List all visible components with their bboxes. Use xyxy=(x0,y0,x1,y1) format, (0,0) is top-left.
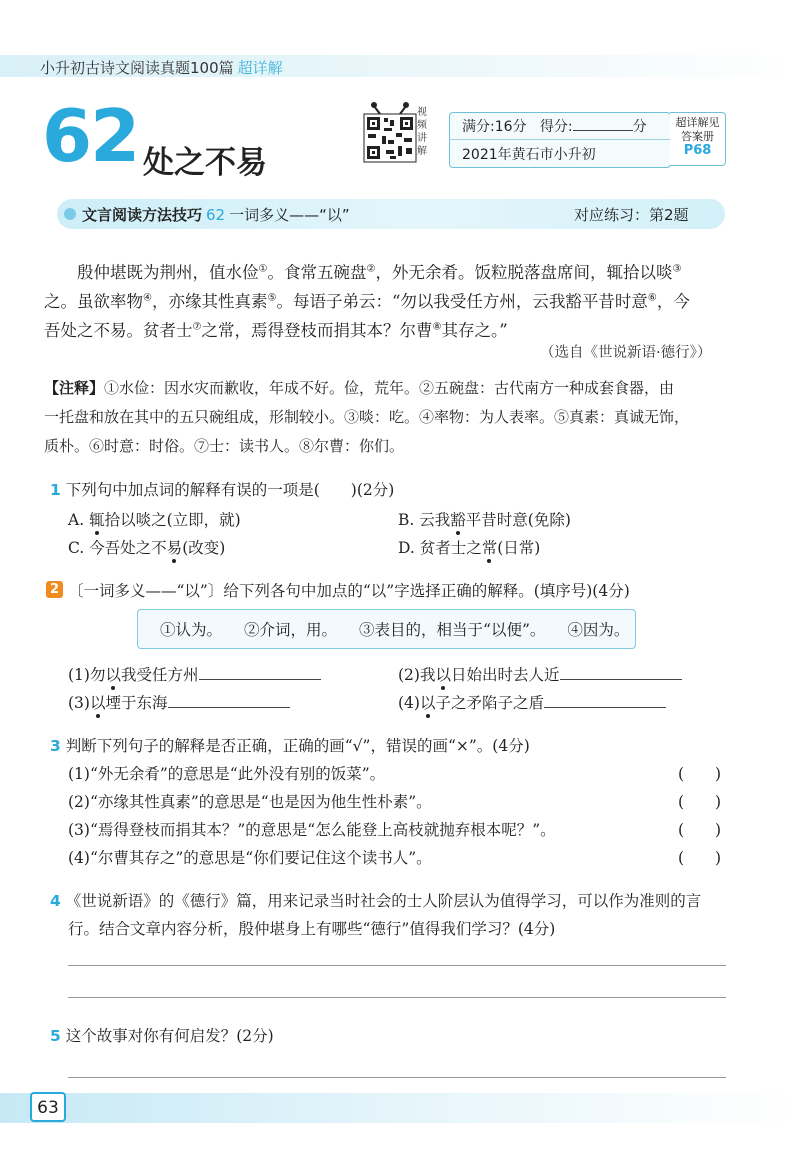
text: 堙于东海 xyxy=(105,694,168,712)
skill-title xyxy=(82,204,350,225)
question-1 xyxy=(50,478,394,500)
q3-item: (4)“尔曹其存之”的意思是“你们要记住这个读书人”。 xyxy=(68,849,432,867)
option: ③表目的，相当于“以便”。 xyxy=(359,621,546,639)
choice-a[interactable] xyxy=(68,508,241,530)
passage-line xyxy=(44,287,728,316)
full-score: 满分:16分 xyxy=(462,119,527,135)
dotted-word: 豁 xyxy=(450,511,466,529)
text: 其存之。” xyxy=(441,321,508,340)
question-number: 3 xyxy=(50,737,61,755)
dotted-word: 以 xyxy=(105,666,121,684)
question-number: 4 xyxy=(50,892,61,910)
footnote-mark: ④ xyxy=(143,292,152,304)
answer-blank[interactable] xyxy=(544,693,666,708)
text: ，亦缘其性真素 xyxy=(151,292,268,311)
text: 我受任方州 xyxy=(120,666,199,684)
text: 之常，焉得登枝而捐其本？尔曹 xyxy=(201,321,433,340)
text: 吾处之不易。贫者士 xyxy=(44,321,193,340)
text: 平昔时意(免除) xyxy=(465,511,571,529)
lesson-title: 处之不易 xyxy=(143,145,267,181)
text: (改变) xyxy=(182,539,226,557)
q2-item-4 xyxy=(398,691,666,713)
answer-blank[interactable] xyxy=(560,665,682,680)
text: A. xyxy=(68,511,90,529)
choice-b[interactable] xyxy=(398,508,571,530)
score-unit: 分 xyxy=(632,119,647,135)
text: (日常) xyxy=(497,539,541,557)
options-list xyxy=(160,618,651,640)
qr-label: 视频讲解 xyxy=(417,107,427,157)
dotted-word: 易 xyxy=(166,539,183,557)
footnote-mark: ① xyxy=(258,263,268,275)
text: ①水俭：因水灾而歉收，年成不好。俭，荒年。②五碗盘：古代南方一种成套食器，由 xyxy=(104,379,675,397)
answer-tag-line: 答案册 xyxy=(681,130,714,143)
question-5 xyxy=(50,1024,274,1046)
score-blank[interactable] xyxy=(573,118,633,131)
footer-band xyxy=(0,1093,800,1123)
question-4 xyxy=(50,889,701,911)
question-4-line2: 行。结合文章内容分析，殷仲堪身上有哪些“德行”值得我们学习？(4分) xyxy=(68,920,556,938)
skill-number: 62 xyxy=(206,206,226,224)
lesson-number: 62 xyxy=(42,94,139,178)
answer-blank[interactable] xyxy=(199,665,321,680)
score-label: 得分: xyxy=(539,119,573,135)
option: ①认为。 xyxy=(160,621,223,639)
dotted-word: 辄 xyxy=(89,511,105,529)
footnote-mark: ⑤ xyxy=(267,292,277,304)
notes-label: 【注释】 xyxy=(44,379,105,397)
dotted-word: 以 xyxy=(435,666,451,684)
q2-item-3 xyxy=(68,691,290,713)
practice-ref: 对应练习：第2题 xyxy=(574,206,689,224)
text: ，今 xyxy=(656,292,690,311)
skill-topic: 一词多义——“以” xyxy=(229,206,350,224)
answer-paren[interactable]: ( ) xyxy=(678,821,722,839)
q3-item: (3)“焉得登枝而捐其本？”的意思是“怎么能登上高枝就抛弃根本呢？”。 xyxy=(68,821,556,839)
passage-source: （选自《世说新语·德行》） xyxy=(540,345,712,361)
answer-line[interactable] xyxy=(68,965,726,966)
score-divider xyxy=(449,139,670,140)
text: (2)我 xyxy=(398,666,436,684)
choice-d[interactable] xyxy=(398,536,540,558)
footnote-mark: ⑧ xyxy=(432,321,442,333)
text: 之。虽欲率物 xyxy=(44,292,143,311)
text: 。食常五碗盘 xyxy=(267,263,367,282)
question-number-badge: 2 xyxy=(46,581,63,598)
text: 子之矛陷子之盾 xyxy=(435,694,544,712)
footnote-mark: ⑦ xyxy=(192,321,202,333)
qr-code-icon[interactable] xyxy=(360,100,420,164)
exam-source: 2021年黄石市小升初 xyxy=(462,147,596,163)
question-stem: 判断下列句子的解释是否正确，正确的画“√”，错误的画“×”。(4分) xyxy=(65,737,530,755)
text: (4) xyxy=(398,694,420,712)
text: 。每语子弟云：“勿以我受任方州，云我豁平昔时意 xyxy=(276,292,648,311)
score-row xyxy=(462,116,647,136)
text: 拾以啖之(立即，就) xyxy=(104,511,241,529)
dotted-word: 常 xyxy=(481,539,498,557)
answer-page: P68 xyxy=(683,143,712,158)
footnote-mark: ⑥ xyxy=(647,292,657,304)
answer-tag xyxy=(670,112,726,166)
bullet-icon xyxy=(64,208,76,220)
question-stem: 下列句中加点词的解释有误的一项是( )(2分) xyxy=(65,481,395,499)
option: ②介词，用。 xyxy=(244,621,338,639)
notes-line: 一托盘和放在其中的五只碗组成，形制较小。③啖：吃。④率物：为人表率。⑤真素：真诚无饰， xyxy=(44,408,690,426)
question-number: 1 xyxy=(50,481,61,499)
notes-line xyxy=(44,374,728,403)
text: 殷仲堪既为荆州，值水俭 xyxy=(77,263,259,282)
page-number: 63 xyxy=(30,1092,66,1122)
text: B. 云我 xyxy=(398,511,451,529)
text: (3) xyxy=(68,694,90,712)
answer-paren[interactable]: ( ) xyxy=(678,793,722,811)
answer-line[interactable] xyxy=(68,1077,726,1078)
option: ④因为。 xyxy=(567,621,630,639)
notes-line: 质朴。⑥时意：时俗。⑦士：读书人。⑧尔曹：你们。 xyxy=(44,437,405,455)
answer-paren[interactable]: ( ) xyxy=(678,849,722,867)
choice-c[interactable] xyxy=(68,536,225,558)
text: C. 今吾处之不 xyxy=(68,539,167,557)
text: 日始出时去人近 xyxy=(450,666,560,684)
dotted-word: 以 xyxy=(419,694,436,712)
skill-label: 文言阅读方法技巧 xyxy=(82,206,203,224)
q2-item-2 xyxy=(398,663,682,685)
question-stem: 这个故事对你有何启发？(2分) xyxy=(65,1027,274,1045)
question-stem: 《世说新语》的《德行》篇，用来记录当时社会的士人阶层认为值得学习，可以作为准则的言 xyxy=(65,892,702,910)
dotted-word: 以 xyxy=(89,694,106,712)
text: ，外无余肴。饭粒脱落盘席间，辄拾以啖 xyxy=(375,263,673,282)
text: (1)勿 xyxy=(68,666,106,684)
book-title xyxy=(40,57,283,78)
footnote-mark: ③ xyxy=(672,263,682,275)
q3-item: (1)“外无余肴”的意思是“此外没有别的饭菜”。 xyxy=(68,765,386,783)
answer-paren[interactable]: ( ) xyxy=(678,765,722,783)
q3-item: (2)“亦缘其性真素”的意思是“也是因为他生性朴素”。 xyxy=(68,793,432,811)
text: D. 贫者士之 xyxy=(398,539,482,557)
answer-tag-line: 超详解见 xyxy=(675,116,720,129)
answer-line[interactable] xyxy=(68,997,726,998)
question-2-stem: 〔一词多义——“以”〕给下列各句中加点的“以”字选择正确的解释。(填序号)(4分) xyxy=(68,582,630,600)
passage-line xyxy=(44,258,728,287)
book-title-text: 小升初古诗文阅读真题100篇 xyxy=(40,59,234,77)
answer-blank[interactable] xyxy=(168,693,290,708)
passage xyxy=(44,258,728,345)
notes xyxy=(44,374,728,461)
footnote-mark: ② xyxy=(366,263,376,275)
question-number: 5 xyxy=(50,1027,61,1045)
question-3 xyxy=(50,734,530,756)
q2-item-1 xyxy=(68,663,321,685)
book-title-accent: 超详解 xyxy=(237,59,283,77)
